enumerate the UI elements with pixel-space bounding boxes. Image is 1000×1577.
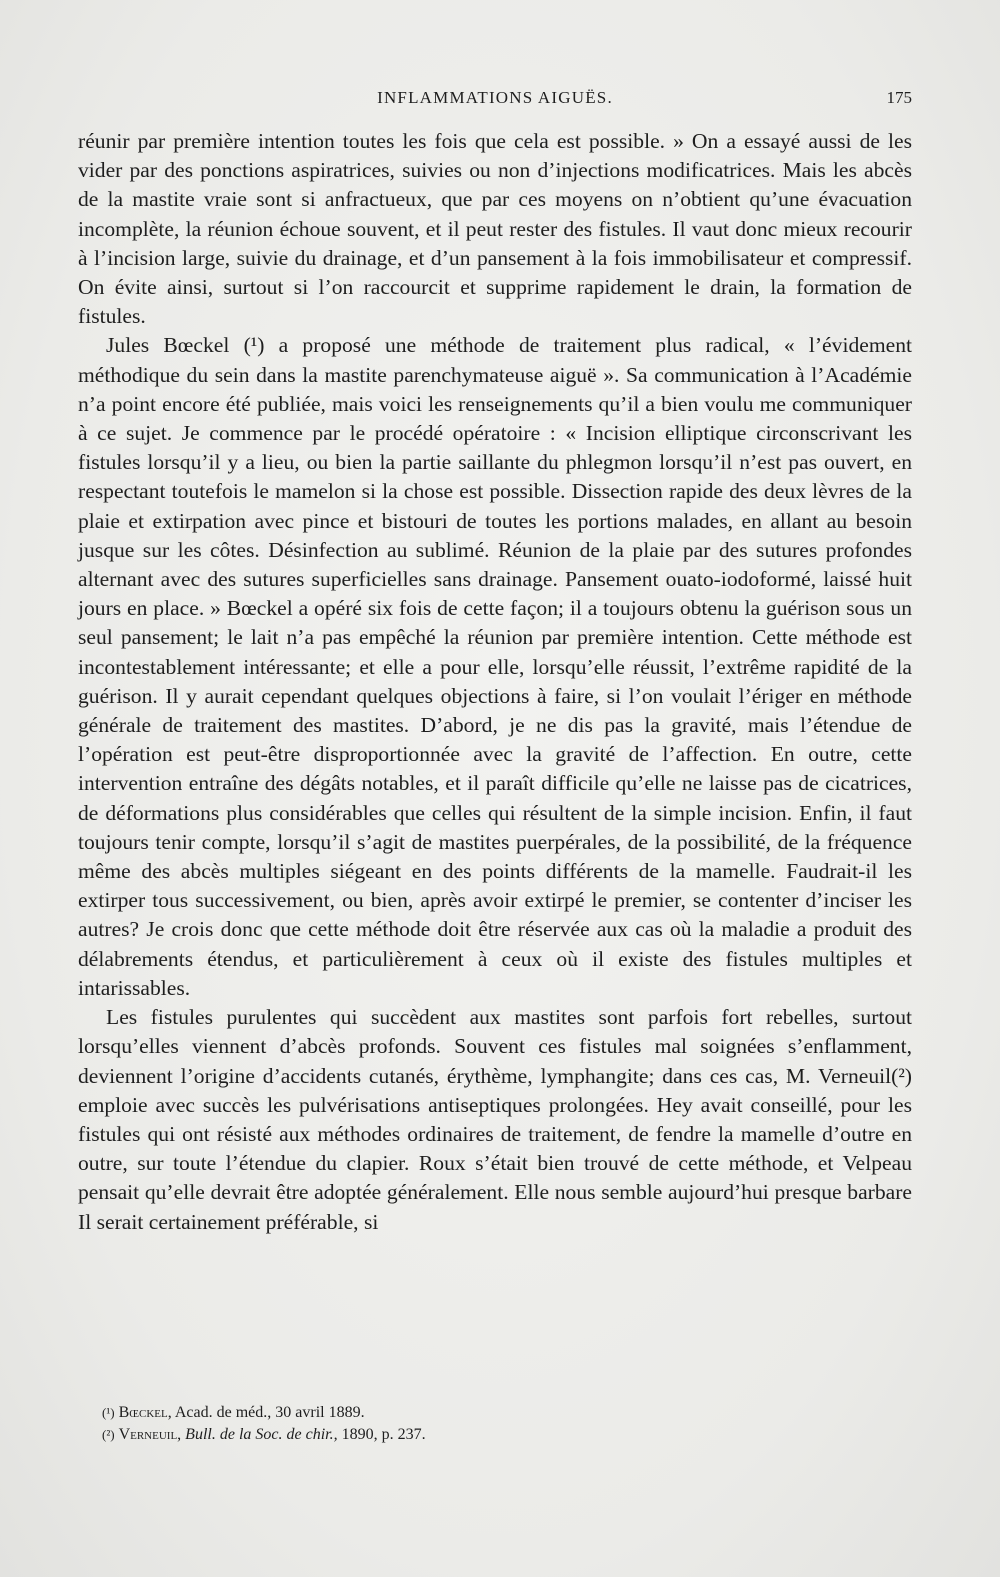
footnotes [102,1402,912,1446]
running-title: INFLAMMATIONS AIGUËS. [377,88,613,107]
footnote-mark: (²) [102,1427,115,1442]
footnote-reference: Acad. de méd., 30 avril 1889. [171,1404,365,1421]
paragraph-2: Jules Bœckel (¹) a proposé une méthode de traitement plus radical, « l’évidement méthodique du sein dans la mastite parenchymateuse aiguë ». Sa communication à l’Académie n’a point encore été publiée, mais voici les renseignements qu’il a bien voulu me communiquer à ce sujet. Je commence par le procédé opératoire : « Incision elliptique circonscrivant les fistules lorsqu’il y a lieu, ou bien la partie saillante du phlegmon lorsqu’il n’est pas ouvert, en respectant toutefois le mamelon si la chose est possible. Dissection rapide des deux lèvres de la plaie et extirpation avec pince et bistouri de toutes les portions malades, en allant au besoin jusque sur les côtes. Désinfection au sublimé. Réunion de la plaie par des sutures profondes alternant avec des sutures superficielles sans drainage. Pansement ouato-iodoformé, laissé huit jours en place. » Bœckel a opéré six fois de cette façon; il a toujours obtenu la guérison sous un seul pansement; le lait n’a pas empêché la réunion par première intention. Cette méthode est incontestablement intéressante; et elle a pour elle, lorsqu’elle réussit, l’extrême rapidité de la guérison. Il y aurait cependant quelques objections à faire, si l’on voulait l’ériger en méthode générale de traitement des mastites. D’abord, je ne dis pas la gravité, mais l’étendue de l’opération est peut-être disproportionnée avec la gravité de l’affection. En outre, cette intervention entraîne des dégâts notables, et il paraît difficile qu’elle ne laisse pas de cicatrices, de déformations plus considérables que celles qui résultent de la simple incision. Enfin, il faut toujours tenir compte, lorsqu’il s’agit de mastites puerpérales, de la possibilité, de la fréquence même des abcès multiples siégeant en des points différents de la mamelle. Faudrait-il les extirper tous successivement, ou bien, après avoir extirpé le premier, se contenter d’inciser les autres? Je crois donc que cette méthode doit être réservée aux cas où la maladie a produit des délabrements étendus, et particulièrement à ceux où il existe des fistules multiples et intarissables. [78,333,912,1000]
footnote-2 [102,1424,912,1446]
footnote-1 [102,1402,912,1424]
footnote-author: Verneuil, [118,1426,182,1443]
paragraph-3: Les fistules purulentes qui succèdent aux mastites sont parfois fort rebelles, surtout lorsqu’elles viennent d’abcès profonds. Souvent ces fistules mal soignées s’enflamment, deviennent l’origine d’accidents cutanés, érythème, lymphangite; dans ces cas, M. Verneuil(²) emploie avec succès les pulvérisations antiseptiques prolongées. Hey avait conseillé, pour les fistules qui ont résisté aux méthodes ordinaires de traitement, de fendre la mamelle d’outre en outre, sur toute l’étendue du clapier. Roux s’était bien trouvé de cette méthode, et Velpeau pensait qu’elle devrait être adoptée généralement. Elle nous semble aujourd’hui presque barbare Il serait certainement préférable, si [78,1005,912,1234]
footnote-journal: Bull. de la Soc. de chir., [181,1426,338,1443]
body-text [78,127,912,1237]
page-header [78,88,912,118]
footnote-author: Bœckel, [118,1404,172,1421]
footnote-mark: (¹) [102,1405,115,1420]
paragraph-1: réunir par première intention toutes les fois que cela est possible. » On a essayé aussi de les vider par des ponctions aspiratrices, suivies ou non d’injections modificatrices. Mais les abcès de la mastite vraie sont si anfractueux, que par ces moyens on n’obtient qu’une évacuation incomplète, la réunion échoue souvent, et il peut rester des fistules. Il vaut donc mieux recourir à l’incision large, suivie du drainage, et d’un pansement à la fois immobilisateur et compressif. On évite ainsi, surtout si l’on raccourcit et supprime rapidement le drain, la formation de fistules. [78,129,912,329]
footnote-reference: 1890, p. 237. [337,1426,426,1443]
page-number: 175 [886,88,912,107]
